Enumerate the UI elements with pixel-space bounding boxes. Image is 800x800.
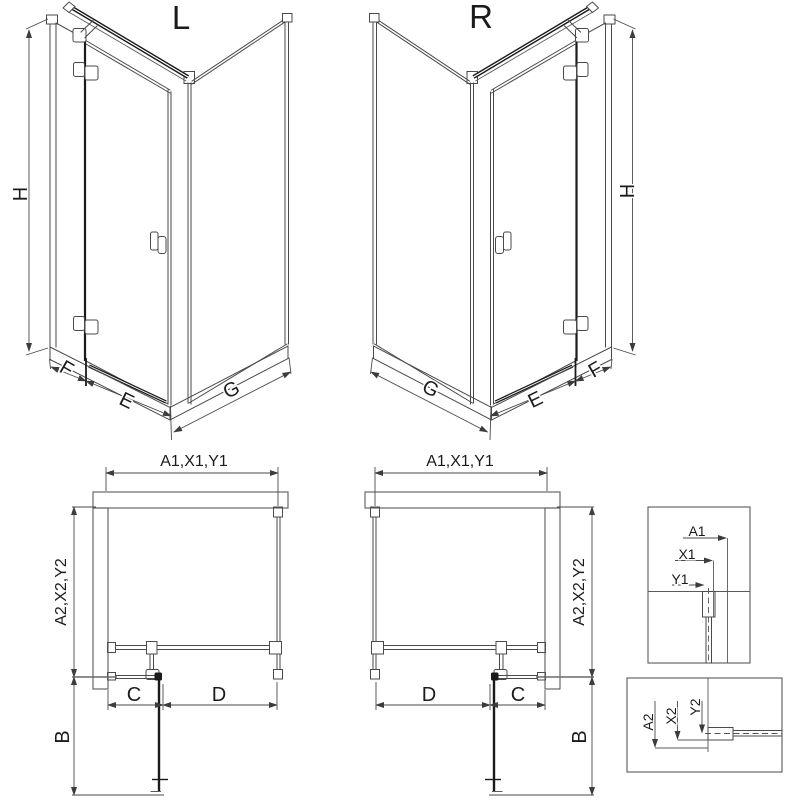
dim-label-width-codes-left: A1,X1,Y1 xyxy=(160,452,228,470)
dim-label-D-left: D xyxy=(211,684,227,707)
plan-dims-left xyxy=(72,467,278,795)
dim-label-F-right: F xyxy=(584,357,607,383)
dim-label-width-codes-right: A1,X1,Y1 xyxy=(426,452,494,470)
plan-dims-right xyxy=(375,467,594,795)
dim-label-G-left: G xyxy=(219,376,244,404)
door-pivot xyxy=(155,673,163,681)
dim-label-height-left: H xyxy=(10,186,33,202)
dim-label-D-right: D xyxy=(421,684,437,707)
dim-label-G-right: G xyxy=(418,375,443,403)
plan-view-left xyxy=(108,507,283,792)
plan-view-right xyxy=(371,507,546,792)
dim-label-depth-codes-right: A2,X2,Y2 xyxy=(570,558,588,626)
title-left: L xyxy=(171,0,191,36)
plan-walls-left xyxy=(93,492,288,689)
detail-label-X2: X2 xyxy=(663,707,680,725)
dim-label-C-right: C xyxy=(510,684,526,707)
detail-label-X1: X1 xyxy=(678,546,696,563)
detail-label-A2: A2 xyxy=(640,713,657,731)
detail-label-Y1: Y1 xyxy=(671,571,689,588)
title-right: R xyxy=(469,0,493,35)
dim-label-E-right: E xyxy=(524,387,547,413)
dim-label-depth-codes-left: A2,X2,Y2 xyxy=(52,558,70,626)
dim-label-F-left: F xyxy=(55,356,78,382)
bar-end-cap xyxy=(63,2,75,13)
dim-label-height-right: H xyxy=(617,183,640,199)
detail-label-A1: A1 xyxy=(688,523,706,540)
bar-bracket xyxy=(73,29,86,43)
plan-walls-right xyxy=(365,492,560,689)
dim-label-B-left: B xyxy=(52,730,75,744)
dim-label-C-left: C xyxy=(126,684,142,707)
door-handle xyxy=(151,232,167,254)
dim-label-B-right: B xyxy=(569,730,592,744)
dim-label-E-left: E xyxy=(115,388,138,414)
detail-label-Y2: Y2 xyxy=(687,698,704,716)
